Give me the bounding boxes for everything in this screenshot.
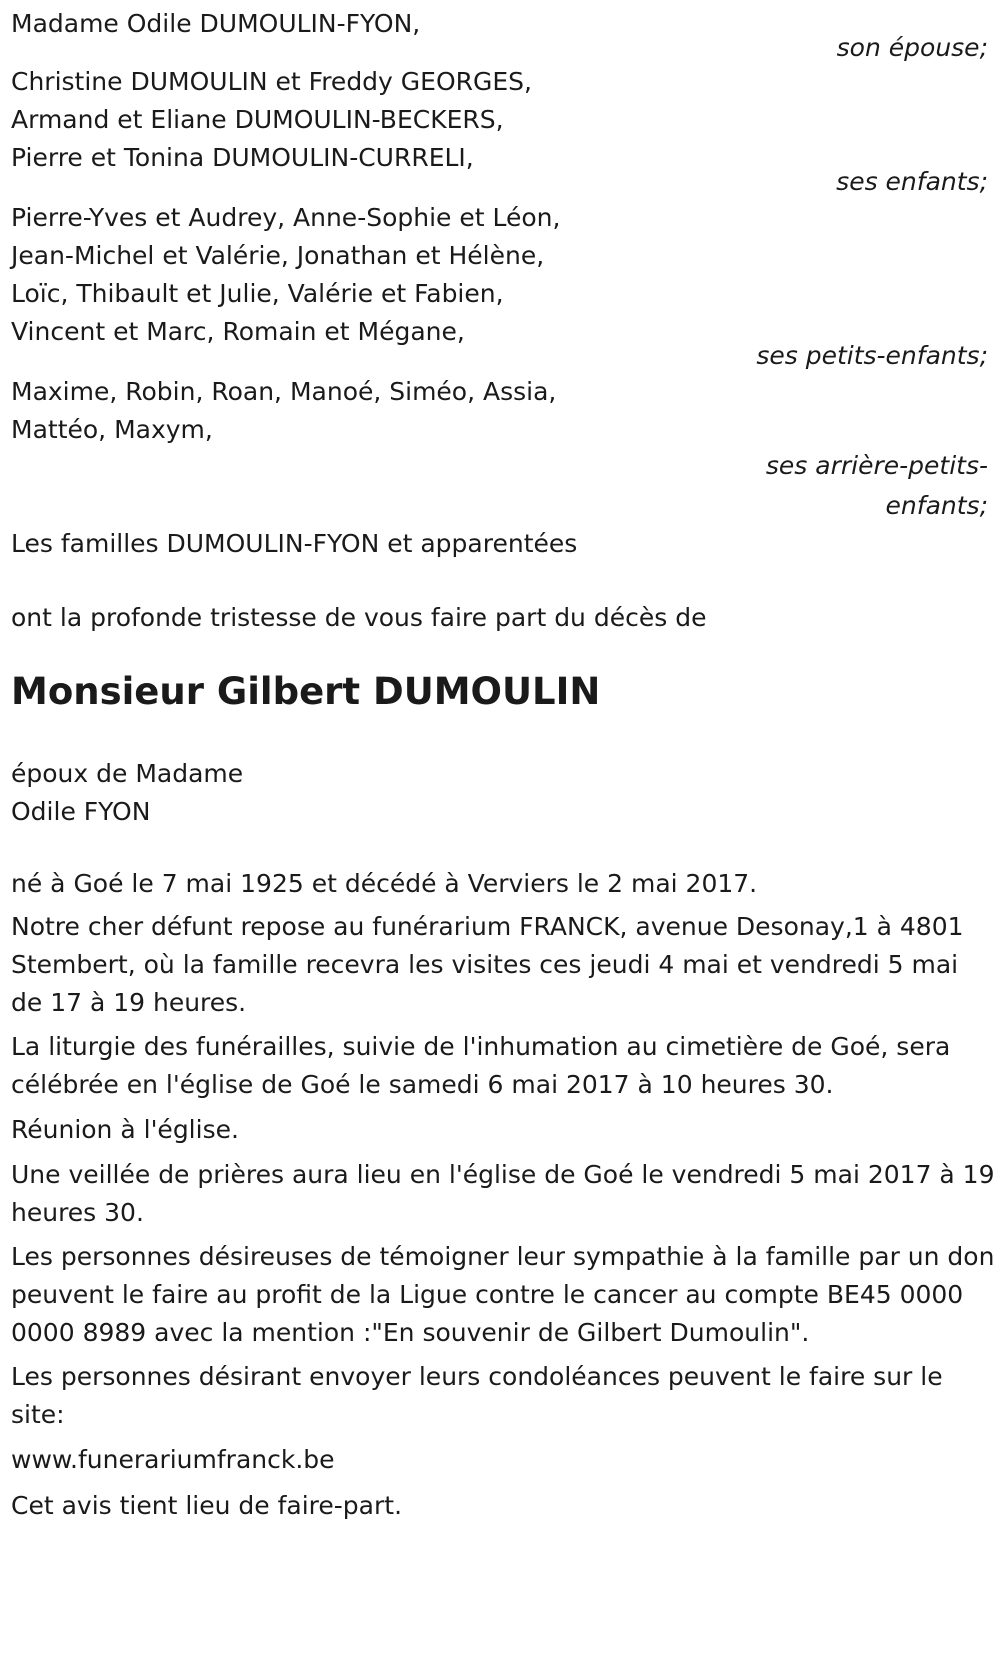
great-grandchild-line: Mattéo, Maxym, xyxy=(11,415,213,444)
deceased-name: Monsieur Gilbert DUMOULIN xyxy=(11,670,601,713)
great-grandchildren-group xyxy=(11,372,1000,526)
condolences-paragraph: Les personnes désirant envoyer leurs condoléances peuvent le faire sur le site: xyxy=(11,1362,943,1429)
meeting-paragraph: Réunion à l'église. xyxy=(11,1115,239,1144)
great-grandchild-line: Maxime, Robin, Roan, Manoé, Siméo, Assia, xyxy=(11,377,557,406)
great-grandchildren-role-line1: ses arrière-petits- xyxy=(765,451,988,480)
spacer xyxy=(11,832,1000,864)
spouse-of-line2: Odile FYON xyxy=(11,797,151,826)
child-line: Christine DUMOULIN et Freddy GEORGES, xyxy=(11,67,532,96)
spouse-name: Madame Odile DUMOULIN-FYON, xyxy=(11,9,421,38)
grandchildren-group xyxy=(11,198,1000,376)
announcement-line: ont la profonde tristesse de vous faire part du décès de xyxy=(11,603,707,632)
great-grandchildren-role xyxy=(11,446,994,526)
great-grandchildren-role-line2: enfants; xyxy=(885,491,988,520)
grandchild-line: Pierre-Yves et Audrey, Anne-Sophie et Léon, xyxy=(11,203,561,232)
spacer xyxy=(11,716,1000,754)
website-link[interactable]: www.funerariumfranck.be xyxy=(11,1445,335,1474)
spacer xyxy=(11,564,1000,598)
spouse-group xyxy=(11,4,1000,68)
grandchild-line: Loïc, Thibault et Julie, Valérie et Fabien, xyxy=(11,279,504,308)
spouse-role: son épouse; xyxy=(836,33,988,62)
donation-paragraph: Les personnes désireuses de témoigner leur sympathie à la famille par un don peuvent le faire au profit de la Ligue contre le cancer au compte BE45 0000 0000 8989 avec la mention :"En souvenir de Gilbert Dumoulin". xyxy=(11,1242,995,1347)
families-line: Les familles DUMOULIN-FYON et apparentées xyxy=(11,529,578,558)
liturgy-paragraph: La liturgie des funérailles, suivie de l'inhumation au cimetière de Goé, sera célébrée en l'église de Goé le samedi 6 mai 2017 à 10 heures 30. xyxy=(11,1032,951,1099)
birth-death-paragraph: né à Goé le 7 mai 1925 et décédé à Verviers le 2 mai 2017. xyxy=(11,869,758,898)
children-role: ses enfants; xyxy=(836,167,988,196)
child-line: Armand et Eliane DUMOULIN-BECKERS, xyxy=(11,105,504,134)
closing-paragraph: Cet avis tient lieu de faire-part. xyxy=(11,1491,403,1520)
vigil-paragraph: Une veillée de prières aura lieu en l'église de Goé le vendredi 5 mai 2017 à 19 heures 30. xyxy=(11,1160,995,1227)
grandchild-line: Jean-Michel et Valérie, Jonathan et Hélène, xyxy=(11,241,545,270)
children-group xyxy=(11,62,1000,202)
grandchildren-role: ses petits-enfants; xyxy=(756,341,988,370)
grandchild-line: Vincent et Marc, Romain et Mégane, xyxy=(11,317,465,346)
spouse-of-line1: époux de Madame xyxy=(11,759,244,788)
child-line: Pierre et Tonina DUMOULIN-CURRELI, xyxy=(11,143,474,172)
spacer xyxy=(11,638,1000,668)
rest-paragraph: Notre cher défunt repose au funérarium FRANCK, avenue Desonay,1 à 4801 Stembert, où la famille recevra les visites ces jeudi 4 mai et vendredi 5 mai de 17 à 19 heures. xyxy=(11,912,964,1017)
